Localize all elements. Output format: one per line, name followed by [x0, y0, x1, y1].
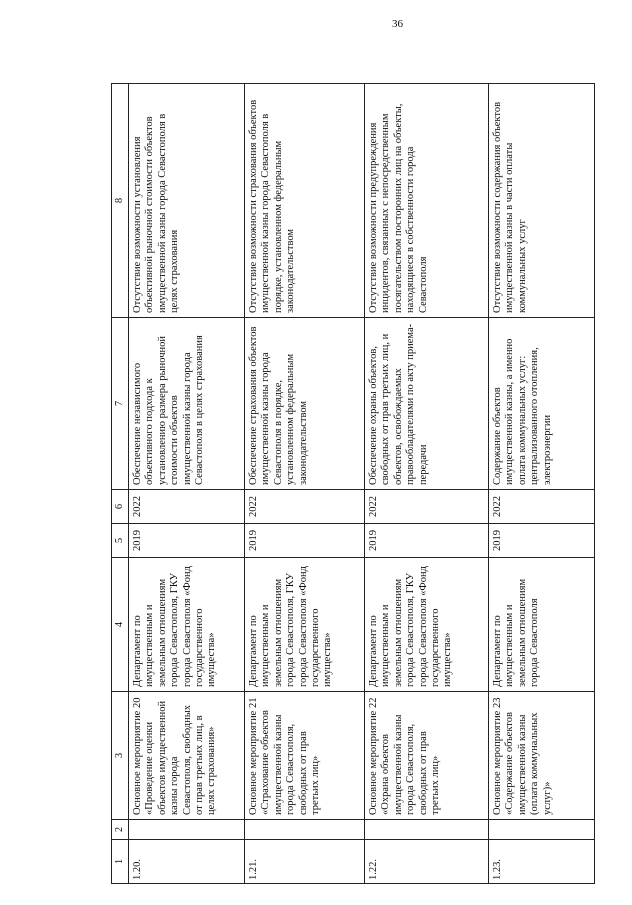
row-result: Содержание объектов имущественной казны, а именно оплата коммунальных услуг: централизованного отопления, электроэнергии: [489, 318, 595, 490]
header-cell-5: 5: [112, 524, 129, 558]
page-number: 36: [392, 18, 403, 30]
row-col2: [365, 820, 489, 840]
header-cell-7: 7: [112, 318, 129, 490]
header-cell-2: 2: [112, 820, 129, 840]
row-start-year: 2019: [129, 524, 245, 558]
header-cell-4: 4: [112, 558, 129, 692]
row-result: Обеспечение охраны объектов, свободных от прав третьих лиц, и объектов, освобождаемых правообладателями по акту приема-передачи: [365, 318, 489, 490]
row-event: Основное мероприятие 22 «Охрана объектов имущественной казны города Севастополя, свободных от прав третьих лиц»: [365, 692, 489, 820]
header-cell-3: 3: [112, 692, 129, 820]
row-start-year: 2019: [489, 524, 595, 558]
header-cell-6: 6: [112, 490, 129, 524]
row-executor: Департамент по имущественным и земельным отношениям города Севастополя, ГКУ города Севастополя «Фонд государственного имущества»: [245, 558, 365, 692]
header-cell-1: 1: [112, 840, 129, 884]
row-consequence: Отсутствие возможности содержания объектов имущественной казны в части оплаты коммунальных услуг: [489, 84, 595, 318]
rotated-table-container: [111, 84, 591, 884]
table-row: [245, 84, 365, 884]
row-number: 1.21.: [245, 840, 365, 884]
measures-table: [111, 83, 595, 884]
row-event: Основное мероприятие 20 «Проведение оценки объектов имущественной казны города Севастополя, свободных от прав третьих лиц, в целях страхования»: [129, 692, 245, 820]
row-consequence: Отсутствие возможности страхования объектов имущественной казны города Севастополя в порядке, установленном федеральным законодательством: [245, 84, 365, 318]
row-consequence: Отсутствие возможности предупреждения инцидентов, связанных с непосредственным посягательством посторонних лиц на объекты, находящиеся в собственности города Севастополя: [365, 84, 489, 318]
row-col2: [129, 820, 245, 840]
row-start-year: 2019: [365, 524, 489, 558]
row-event: Основное мероприятие 21 «Страхование объектов имущественной казны города Севастополя, свободных от прав третьих лиц»: [245, 692, 365, 820]
row-number: 1.20.: [129, 840, 245, 884]
row-col2: [489, 820, 595, 840]
header-row: [112, 84, 129, 884]
row-end-year: 2022: [245, 490, 365, 524]
row-col2: [245, 820, 365, 840]
row-executor: Департамент по имущественным и земельным отношениям города Севастополя, ГКУ города Севастополя «Фонд государственного имущества»: [365, 558, 489, 692]
row-event: Основное мероприятие 23 «Содержание объектов имущественной казны (оплата коммунальных услуг)»: [489, 692, 595, 820]
row-executor: Департамент по имущественным и земельным отношениям города Севастополя: [489, 558, 595, 692]
header-cell-8: 8: [112, 84, 129, 318]
row-result: Обеспечение страхования объектов имущественной казны города Севастополя в порядке, установленном федеральным законодательством: [245, 318, 365, 490]
row-start-year: 2019: [245, 524, 365, 558]
row-number: 1.23.: [489, 840, 595, 884]
row-end-year: 2022: [129, 490, 245, 524]
row-executor: Департамент по имущественным и земельным отношениям города Севастополя, ГКУ города Севастополя «Фонд государственного имущества»: [129, 558, 245, 692]
row-end-year: 2022: [489, 490, 595, 524]
table-row: [129, 84, 245, 884]
table-row: [489, 84, 595, 884]
row-consequence: Отсутствие возможности установления объективной рыночной стоимости объектов имущественной казны города Севастополя в целях страхования: [129, 84, 245, 318]
row-result: Обеспечение независимого объективного подхода к установлению размера рыночной стоимости объектов имущественной казны города Севастополя в целях страхования: [129, 318, 245, 490]
row-end-year: 2022: [365, 490, 489, 524]
row-number: 1.22.: [365, 840, 489, 884]
table-row: [365, 84, 489, 884]
